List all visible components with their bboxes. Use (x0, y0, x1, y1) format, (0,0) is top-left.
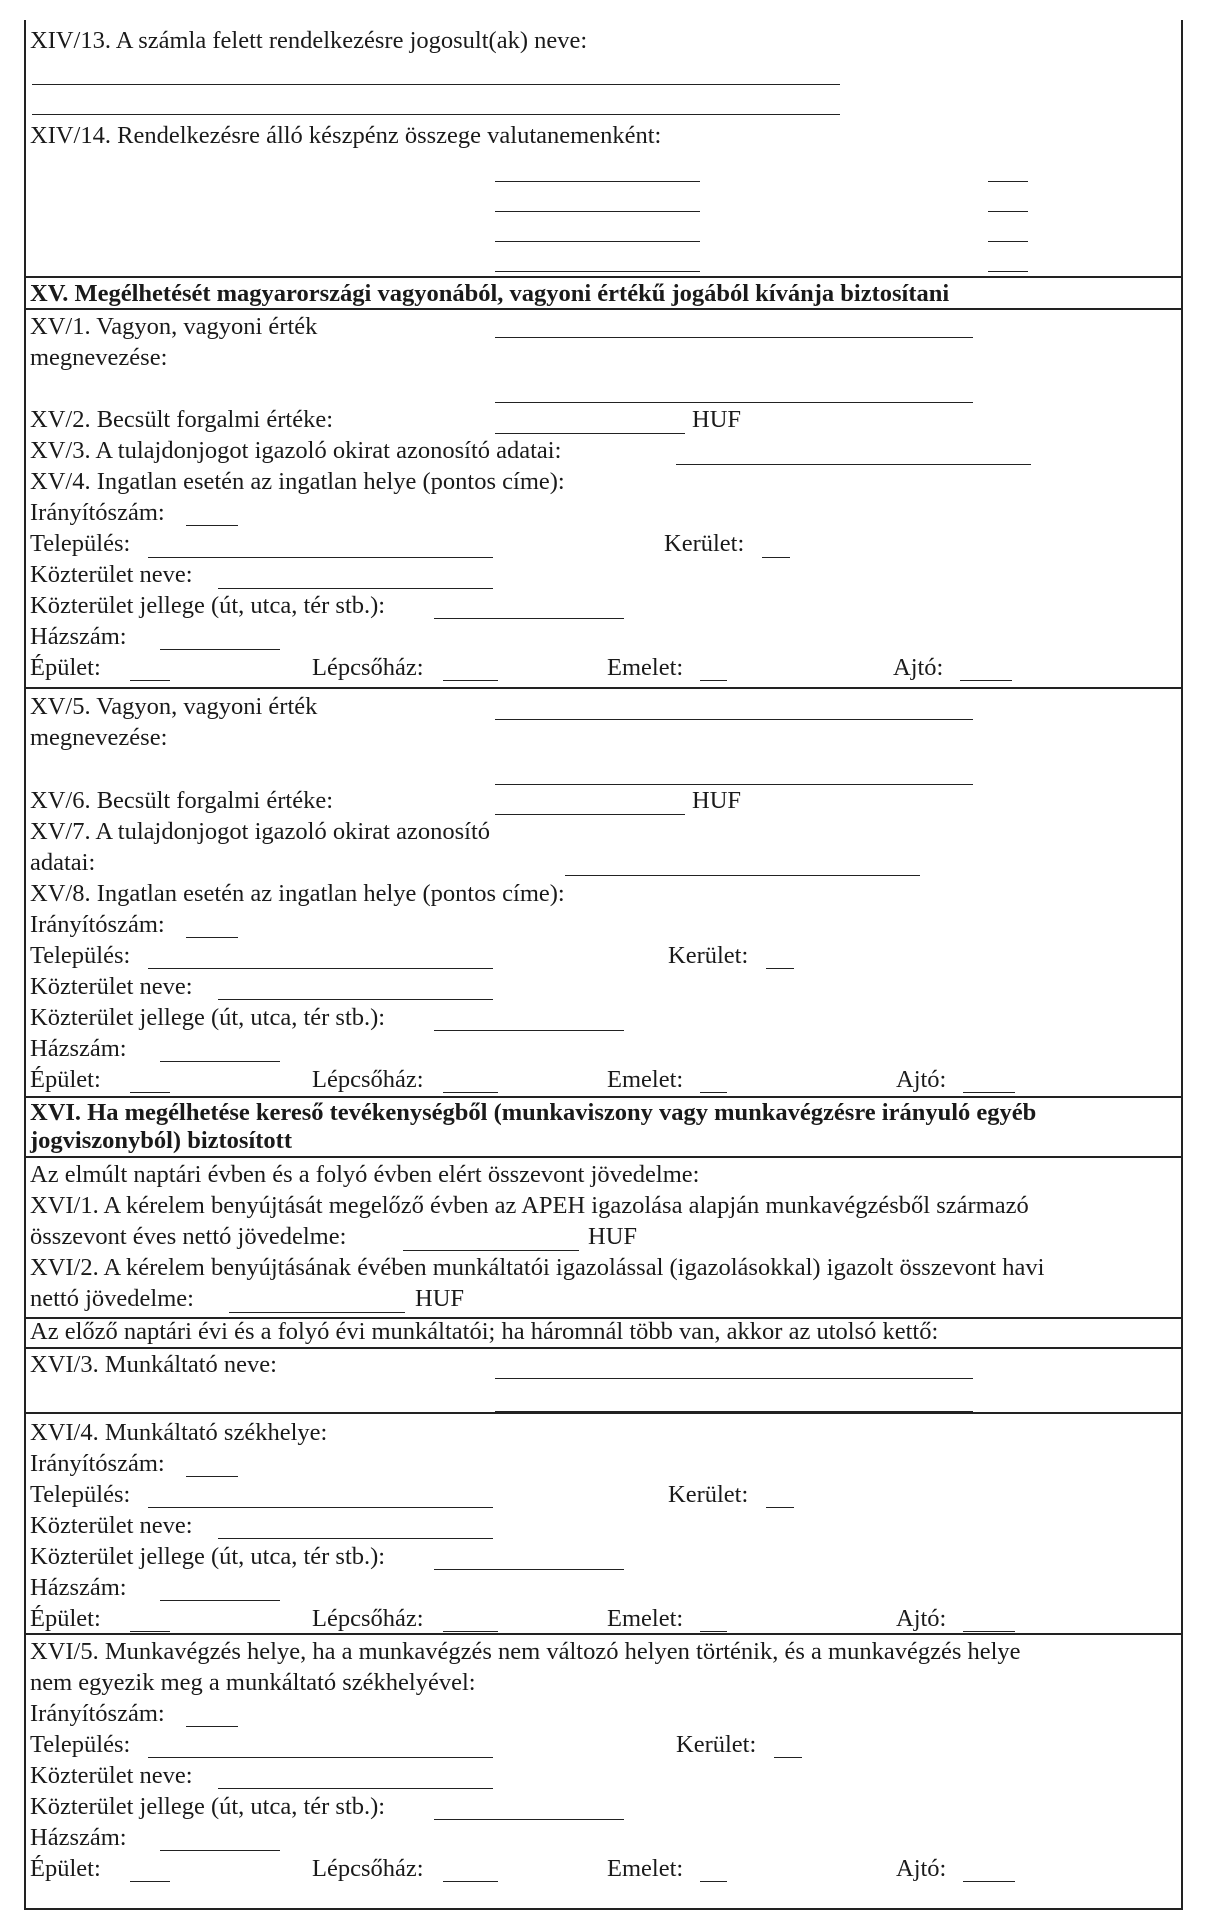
deed-id-field[interactable] (676, 463, 1031, 465)
border-bottom (24, 1908, 1183, 1910)
question-xv-6: XV/6. Becsült forgalmi értéke: (30, 787, 333, 814)
question-xv-5: XV/5. Vagyon, vagyoni érték (30, 693, 318, 720)
question-xvi-3: XVI/3. Munkáltató neve: (30, 1351, 277, 1378)
floor-field-3[interactable] (700, 1630, 727, 1632)
door-label: Ajtó: (896, 1855, 947, 1882)
question-xv-4: XV/4. Ingatlan esetén az ingatlan helye (pontos címe): (30, 468, 565, 495)
zip-field-3[interactable] (186, 1475, 238, 1477)
deed-id-field-2[interactable] (565, 874, 920, 876)
house-no-label: Házszám: (30, 1035, 127, 1062)
district-label: Kerület: (668, 942, 749, 969)
street-type-field-4[interactable] (434, 1818, 624, 1820)
section-xvi-heading-cont: jogviszonyból) biztosított (30, 1127, 292, 1154)
door-label: Ajtó: (896, 1605, 947, 1632)
currency-label: HUF (588, 1223, 638, 1250)
floor-field[interactable] (700, 679, 727, 681)
district-label: Kerület: (664, 530, 745, 557)
market-value-field[interactable] (495, 432, 685, 434)
question-xv-1: XV/1. Vagyon, vagyoni érték (30, 313, 318, 340)
asset-name-field-2[interactable] (495, 401, 973, 403)
street-type-label: Közterület jellege (út, utca, tér stb.): (30, 1543, 386, 1570)
house-no-field-4[interactable] (160, 1849, 280, 1851)
street-name-label: Közterület neve: (30, 561, 193, 588)
asset-name-field-3[interactable] (495, 718, 973, 720)
divider (24, 1347, 1183, 1349)
house-no-field[interactable] (160, 648, 280, 650)
city-field[interactable] (148, 556, 493, 558)
cash-amount-field-1[interactable] (495, 180, 700, 182)
staircase-label: Lépcsőház: (312, 1855, 424, 1882)
floor-label: Emelet: (607, 1066, 684, 1093)
question-xvi-2: XVI/2. A kérelem benyújtásának évében munkáltatói igazolással (igazolásokkal) igazolt összevont havi (30, 1254, 1045, 1281)
building-field-2[interactable] (130, 1091, 170, 1093)
city-field-4[interactable] (148, 1756, 493, 1758)
door-label: Ajtó: (896, 1066, 947, 1093)
building-label: Épület: (30, 654, 101, 681)
street-name-field-3[interactable] (218, 1537, 493, 1539)
door-field[interactable] (960, 679, 1012, 681)
zip-field-4[interactable] (186, 1725, 238, 1727)
district-field-3[interactable] (766, 1506, 794, 1508)
city-field-3[interactable] (148, 1506, 493, 1508)
question-xiv-14: XIV/14. Rendelkezésre álló készpénz összege valutanemenként: (30, 122, 662, 149)
question-xiv-13: XIV/13. A számla felett rendelkezésre jogosult(ak) neve: (30, 27, 588, 54)
question-xvi-1-cont: összevont éves nettó jövedelme: (30, 1223, 347, 1250)
question-xv-2: XV/2. Becsült forgalmi értéke: (30, 406, 333, 433)
staircase-field-3[interactable] (443, 1630, 498, 1632)
asset-name-field-4[interactable] (495, 783, 973, 785)
question-xvi-5-cont: nem egyezik meg a munkáltató székhelyével: (30, 1669, 476, 1696)
floor-label: Emelet: (607, 654, 684, 681)
zip-label: Irányítószám: (30, 1450, 165, 1477)
currency-label: HUF (692, 787, 742, 814)
border-left (24, 20, 26, 1910)
cash-amount-field-2[interactable] (495, 210, 700, 212)
staircase-label: Lépcsőház: (312, 1605, 424, 1632)
question-xvi-5: XVI/5. Munkavégzés helye, ha a munkavégzés nem változó helyen történik, és a munkavégzés helye (30, 1638, 1021, 1665)
currency-label: HUF (415, 1285, 465, 1312)
street-type-field-2[interactable] (434, 1029, 624, 1031)
building-field-3[interactable] (130, 1630, 170, 1632)
door-field-3[interactable] (963, 1630, 1015, 1632)
market-value-field-2[interactable] (495, 813, 685, 815)
question-xv-3: XV/3. A tulajdonjogot igazoló okirat azonosító adatai: (30, 437, 562, 464)
question-xv-1-cont: megnevezése: (30, 344, 168, 371)
street-name-field-2[interactable] (218, 998, 493, 1000)
district-field[interactable] (762, 556, 790, 558)
asset-name-field-1[interactable] (495, 336, 973, 338)
street-name-field[interactable] (218, 587, 493, 589)
district-field-2[interactable] (766, 967, 794, 969)
staircase-label: Lépcsőház: (312, 654, 424, 681)
section-xv-heading: XV. Megélhetését magyarországi vagyonából, vagyoni értékű jogából kívánja biztosítani (30, 280, 950, 307)
district-field-4[interactable] (774, 1756, 802, 1758)
house-no-label: Házszám: (30, 1824, 127, 1851)
city-label: Település: (30, 1481, 131, 1508)
currency-field-3[interactable] (988, 240, 1028, 242)
staircase-label: Lépcsőház: (312, 1066, 424, 1093)
monthly-income-field[interactable] (229, 1311, 405, 1313)
question-xv-5-cont: megnevezése: (30, 724, 168, 751)
divider (24, 1412, 1183, 1414)
employer-name-field-2[interactable] (495, 1410, 973, 1412)
question-xvi-4: XVI/4. Munkáltató székhelye: (30, 1419, 328, 1446)
house-no-field-3[interactable] (160, 1599, 280, 1601)
section-xvi-heading: XVI. Ha megélhetése kereső tevékenységből (munkaviszony vagy munkavégzésre irányuló egyéb (30, 1099, 1037, 1126)
border-right (1181, 20, 1183, 1910)
district-label: Kerület: (668, 1481, 749, 1508)
divider (24, 687, 1183, 689)
street-type-field-3[interactable] (434, 1568, 624, 1570)
cash-amount-field-3[interactable] (495, 240, 700, 242)
question-xv-8: XV/8. Ingatlan esetén az ingatlan helye (pontos címe): (30, 880, 565, 907)
door-field-4[interactable] (963, 1880, 1015, 1882)
annual-income-field[interactable] (403, 1249, 579, 1251)
currency-label: HUF (692, 406, 742, 433)
building-field-4[interactable] (130, 1880, 170, 1882)
street-type-label: Közterület jellege (út, utca, tér stb.): (30, 592, 386, 619)
city-label: Település: (30, 530, 131, 557)
cash-amount-field-4[interactable] (495, 270, 700, 272)
street-type-label: Közterület jellege (út, utca, tér stb.): (30, 1793, 386, 1820)
street-type-label: Közterület jellege (út, utca, tér stb.): (30, 1004, 386, 1031)
question-xv-7-cont: adatai: (30, 849, 96, 876)
street-name-field-4[interactable] (218, 1787, 493, 1789)
house-no-field-2[interactable] (160, 1060, 280, 1062)
employers-note: Az előző naptári évi és a folyó évi munkáltatói; ha háromnál több van, akkor az utolsó kettő: (30, 1318, 939, 1345)
account-holder-field-2[interactable] (32, 113, 840, 115)
divider (24, 1633, 1183, 1635)
floor-label: Emelet: (607, 1855, 684, 1882)
house-no-label: Házszám: (30, 1574, 127, 1601)
employer-name-field-1[interactable] (495, 1377, 973, 1379)
currency-field-1[interactable] (988, 180, 1028, 182)
divider (24, 1156, 1183, 1158)
divider (24, 276, 1183, 278)
zip-label: Irányítószám: (30, 911, 165, 938)
zip-label: Irányítószám: (30, 1700, 165, 1727)
zip-label: Irányítószám: (30, 499, 165, 526)
floor-field-4[interactable] (700, 1880, 727, 1882)
door-field-2[interactable] (963, 1091, 1015, 1093)
building-field[interactable] (130, 679, 170, 681)
floor-field-2[interactable] (700, 1091, 727, 1093)
zip-field-2[interactable] (186, 936, 238, 938)
city-label: Település: (30, 942, 131, 969)
district-label: Kerület: (676, 1731, 757, 1758)
city-label: Település: (30, 1731, 131, 1758)
question-xvi-1: XVI/1. A kérelem benyújtását megelőző évben az APEH igazolása alapján munkavégzésből származó (30, 1192, 1029, 1219)
house-no-label: Házszám: (30, 623, 127, 650)
building-label: Épület: (30, 1605, 101, 1632)
floor-label: Emelet: (607, 1605, 684, 1632)
currency-field-4[interactable] (988, 270, 1028, 272)
staircase-field[interactable] (443, 679, 498, 681)
street-name-label: Közterület neve: (30, 1512, 193, 1539)
door-label: Ajtó: (893, 654, 944, 681)
account-holder-field-1[interactable] (32, 83, 840, 85)
question-xvi-2-cont: nettó jövedelme: (30, 1285, 194, 1312)
staircase-field-2[interactable] (443, 1091, 498, 1093)
street-name-label: Közterület neve: (30, 973, 193, 1000)
building-label: Épület: (30, 1855, 101, 1882)
zip-field[interactable] (186, 524, 238, 526)
income-intro: Az elmúlt naptári évben és a folyó évben elért összevont jövedelme: (30, 1161, 700, 1188)
question-xv-7: XV/7. A tulajdonjogot igazoló okirat azonosító (30, 818, 490, 845)
staircase-field-4[interactable] (443, 1880, 498, 1882)
building-label: Épület: (30, 1066, 101, 1093)
street-name-label: Közterület neve: (30, 1762, 193, 1789)
currency-field-2[interactable] (988, 210, 1028, 212)
street-type-field[interactable] (434, 617, 624, 619)
city-field-2[interactable] (148, 967, 493, 969)
